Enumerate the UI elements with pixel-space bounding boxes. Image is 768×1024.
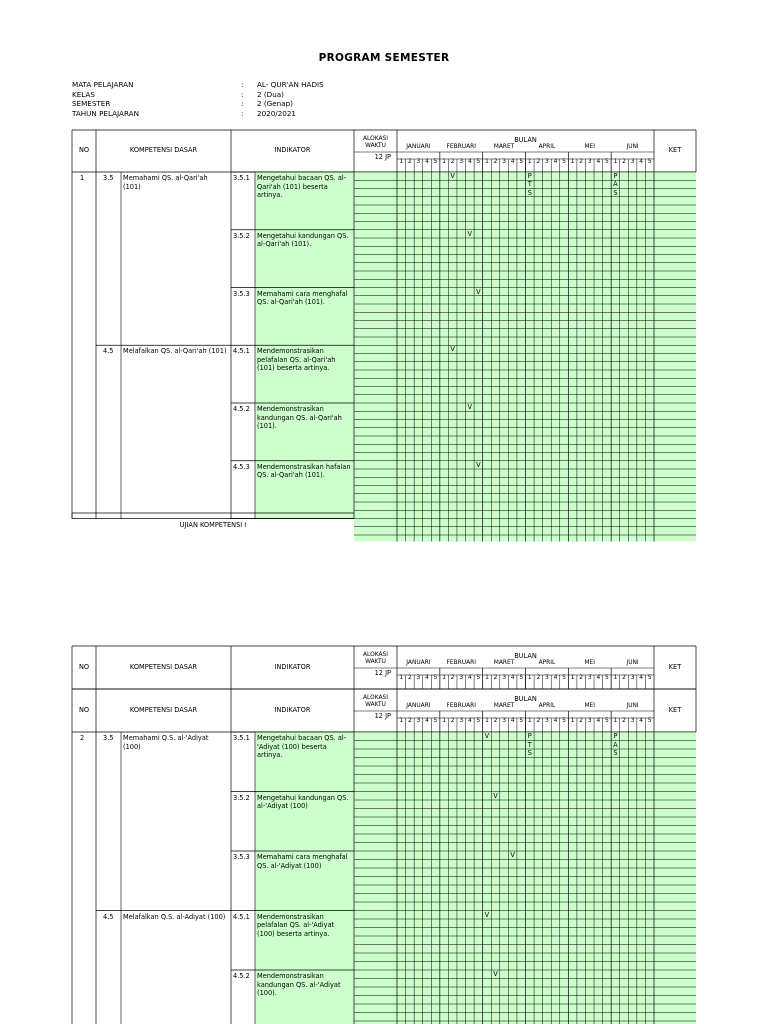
header-kd-2a: KOMPETENSI DASAR <box>129 662 198 671</box>
week-label-1: 5 <box>519 159 524 165</box>
week-label-1: 3 <box>587 159 592 165</box>
week-label-1: 4 <box>467 159 472 165</box>
week-label-2b: 3 <box>459 718 464 724</box>
header-ket-2a: KET <box>668 662 682 671</box>
week-label-2a: 5 <box>519 675 524 681</box>
month-label-juni-2a: JUNI <box>626 660 639 666</box>
month-label-juni-1: JUNI <box>626 144 639 150</box>
month-label-juni-2b: JUNI <box>626 703 639 709</box>
week-label-2b: 2 <box>536 718 541 724</box>
schedule-mark-1-5: V <box>476 460 481 469</box>
week-label-2a: 5 <box>647 675 652 681</box>
week-label-1: 4 <box>425 159 429 165</box>
week-label-2b: 5 <box>562 718 566 724</box>
week-label-2a: 1 <box>570 675 575 681</box>
schedule-mark-1-3: V <box>450 345 455 354</box>
week-label-2a: 3 <box>545 675 549 681</box>
header-kd-2b: KOMPETENSI DASAR <box>129 705 198 714</box>
week-label-1: 4 <box>553 159 558 165</box>
kd-code-2-0: 3.5 <box>103 734 114 742</box>
week-label-2b: 1 <box>399 718 404 724</box>
week-label-1: 1 <box>570 159 575 165</box>
week-label-2b: 3 <box>587 718 592 724</box>
header-no-2a: NO <box>78 662 90 671</box>
week-label-2a: 1 <box>399 675 404 681</box>
kd-text-1-1: Melafalkan QS. al-Qari'ah (101) <box>123 347 227 356</box>
week-label-2a: 2 <box>450 675 455 681</box>
header-bulan-2b: BULAN <box>514 695 537 703</box>
week-label-2a: 2 <box>493 675 498 681</box>
week-label-2b: 2 <box>407 718 412 724</box>
header-indikator-2a: INDIKATOR <box>274 662 311 671</box>
week-label-2b: 4 <box>425 718 429 724</box>
schedule-mark-1-1: V <box>467 229 473 238</box>
schedule-mark-1-4: V <box>467 403 473 411</box>
header-jp-1: 12 JP <box>374 152 391 161</box>
week-label-1: 4 <box>510 159 515 165</box>
week-label-2a: 1 <box>613 675 618 681</box>
week-label-2a: 3 <box>587 675 592 681</box>
pas-letter-1-0: P <box>613 172 618 180</box>
week-label-2b: 4 <box>553 718 558 724</box>
week-label-1: 3 <box>545 159 549 165</box>
indicator-text-1-0: Mengetahui bacaan QS. al-Qari'ah (101) beserta artinya. <box>257 174 347 199</box>
kd-text-1-0: Memahami QS. al-Qari'ah (101) <box>123 174 208 191</box>
week-label-1: 3 <box>502 159 506 165</box>
week-label-2a: 4 <box>467 675 472 681</box>
header-bulan-2a: BULAN <box>514 652 537 660</box>
week-label-1: 2 <box>407 159 412 165</box>
month-label-april-1: APRIL <box>538 144 556 150</box>
week-label-2b: 5 <box>476 718 481 724</box>
week-label-1: 2 <box>536 159 541 165</box>
month-label-februari-2b: FEBRUARI <box>446 703 476 709</box>
week-label-1: 5 <box>476 159 481 165</box>
header-ket-1: KET <box>668 146 682 154</box>
week-label-2b: 4 <box>467 718 472 724</box>
indicator-code-2-3: 4.5.1 <box>233 912 250 921</box>
header-no-2b: NO <box>78 705 90 714</box>
indicator-text-1-3: Mendemonstrasikan pelafalan QS. al-Qari'ah (101) beserta artinya. <box>257 347 336 373</box>
header-bulan-1: BULAN <box>514 136 537 144</box>
week-label-1: 1 <box>613 159 618 165</box>
month-label-mei-1: MEI <box>584 144 596 150</box>
week-label-1: 4 <box>596 159 601 165</box>
indicator-text-1-1: Mengetahui kandungan QS. al-Qari'ah (101). <box>257 231 349 249</box>
week-label-2a: 3 <box>630 675 635 681</box>
indicator-code-2-1: 3.5.2 <box>233 793 250 802</box>
week-label-1: 4 <box>639 159 644 165</box>
month-label-maret-1: MARET <box>493 144 515 150</box>
kd-text-2-1: Melafalkan Q.S. al-Adiyat (100) <box>123 912 226 921</box>
pts-letter-2-0: P <box>527 732 532 740</box>
month-label-januari-2a: JANUARI <box>406 660 431 666</box>
pts-letter-1-0: P <box>527 172 532 180</box>
week-label-2a: 3 <box>416 675 421 681</box>
week-label-2b: 1 <box>527 718 532 724</box>
week-label-2a: 1 <box>527 675 532 681</box>
month-label-februari-2a: FEBRUARI <box>446 660 476 666</box>
row-no-2: 2 <box>80 734 85 742</box>
week-label-1: 3 <box>416 159 421 165</box>
indicator-text-2-4: Mendemonstrasikan kandungan QS. al-'Adiyat (100). <box>257 972 341 997</box>
week-label-2a: 2 <box>536 675 541 681</box>
indicator-text-2-1: Mengetahui kandungan QS. al-'Adiyat (100) <box>257 793 349 810</box>
week-label-2b: 2 <box>622 718 626 724</box>
meta-row-year: TAHUN PELAJARAN : 2020/2021 <box>72 109 297 119</box>
week-label-2b: 4 <box>639 718 644 724</box>
header-alokasi-2b: ALOKASI WAKTU <box>362 695 388 708</box>
week-label-2b: 2 <box>450 718 455 724</box>
page-title: PROGRAM SEMESTER <box>318 52 450 64</box>
indicator-code-2-0: 3.5.1 <box>233 734 250 742</box>
week-label-2b: 3 <box>545 718 549 724</box>
schedule-mark-2-2: V <box>510 851 515 859</box>
week-label-2a: 2 <box>407 675 412 681</box>
week-label-2b: 3 <box>416 718 421 724</box>
month-label-mei-2b: MEI <box>584 703 596 709</box>
month-label-maret-2a: MARET <box>493 660 515 666</box>
month-label-mei-2a: MEI <box>584 660 596 666</box>
month-label-april-2b: APRIL <box>538 703 556 709</box>
indicator-code-1-4: 4.5.2 <box>233 405 250 413</box>
ujian-label: UJIAN KOMPETENSI I <box>179 520 247 529</box>
week-label-2b: 1 <box>570 718 575 724</box>
week-label-1: 2 <box>493 159 498 165</box>
week-label-2b: 2 <box>493 718 498 724</box>
meta-row-subject: MATA PELAJARAN : AL- QUR'AN HADIS <box>72 80 324 89</box>
week-label-2a: 4 <box>510 675 515 681</box>
schedule-mark-2-0: V <box>484 732 490 740</box>
indicator-code-1-5: 4.5.3 <box>233 462 250 471</box>
kd-code-2-1: 4.5 <box>103 912 114 921</box>
indicator-code-2-2: 3.5.3 <box>233 853 250 861</box>
week-label-1: 5 <box>605 159 609 165</box>
week-label-1: 5 <box>562 159 566 165</box>
header-no-1: NO <box>78 146 90 154</box>
week-label-2b: 4 <box>596 718 601 724</box>
week-label-2b: 3 <box>630 718 635 724</box>
indicator-code-1-3: 4.5.1 <box>233 347 250 356</box>
week-label-1: 1 <box>485 159 489 165</box>
week-label-2a: 5 <box>476 675 481 681</box>
week-label-2b: 3 <box>502 718 506 724</box>
week-label-1: 1 <box>399 159 404 165</box>
indicator-text-1-2: Memahami cara menghafal QS. al-Qari'ah (101). <box>257 289 348 306</box>
indicator-code-1-1: 3.5.2 <box>233 231 250 240</box>
week-label-2a: 4 <box>596 675 601 681</box>
week-label-2b: 5 <box>519 718 524 724</box>
kd-code-1-1: 4.5 <box>103 347 114 356</box>
pas-letter-1-1: A <box>613 180 618 189</box>
indicator-code-2-4: 4.5.2 <box>233 972 250 980</box>
kd-text-2-0: Memahami Q.S. al-'Adiyat (100) <box>123 734 209 751</box>
month-label-februari-1: FEBRUARI <box>446 144 476 150</box>
header-ket-2b: KET <box>668 705 682 714</box>
week-label-2b: 1 <box>485 718 489 724</box>
week-label-2b: 2 <box>579 718 584 724</box>
week-label-2a: 5 <box>562 675 566 681</box>
week-label-2a: 2 <box>579 675 584 681</box>
row-no-1: 1 <box>80 174 85 182</box>
indicator-text-2-3: Mendemonstrasikan pelafalan QS. al-'Adiyat (100) beserta artinya. <box>257 912 335 938</box>
week-label-2a: 5 <box>605 675 609 681</box>
week-label-1: 3 <box>459 159 464 165</box>
week-label-2a: 1 <box>485 675 489 681</box>
header-alokasi-1: ALOKASI WAKTU <box>362 136 388 149</box>
week-label-2b: 5 <box>433 718 438 724</box>
pts-letter-2-1: T <box>527 740 532 749</box>
green-fill-1 <box>354 172 696 542</box>
indicator-text-2-2: Memahami cara menghafal QS. al-'Adiyat (100) <box>257 853 348 870</box>
pas-letter-2-2: S <box>613 749 618 757</box>
header-jp-2b: 12 JP <box>374 711 391 720</box>
week-label-2a: 5 <box>433 675 438 681</box>
week-label-1: 1 <box>527 159 532 165</box>
week-label-2a: 2 <box>622 675 626 681</box>
week-label-1: 1 <box>442 159 446 165</box>
week-label-2a: 4 <box>553 675 558 681</box>
pts-letter-1-1: T <box>527 180 532 189</box>
week-label-2a: 4 <box>425 675 429 681</box>
indicator-text-1-4: Mendemonstrasikan kandungan QS. al-Qari'ah (101). <box>257 405 342 430</box>
indicator-code-1-2: 3.5.3 <box>233 289 250 298</box>
month-label-januari-2b: JANUARI <box>406 703 431 709</box>
header-indikator-1: INDIKATOR <box>274 146 311 154</box>
week-label-1: 3 <box>630 159 635 165</box>
schedule-mark-1-0: V <box>450 172 455 180</box>
week-label-1: 2 <box>579 159 584 165</box>
header-kd-1: KOMPETENSI DASAR <box>129 146 198 154</box>
pas-letter-2-1: A <box>613 740 618 749</box>
week-label-2a: 4 <box>639 675 644 681</box>
week-label-2a: 3 <box>502 675 506 681</box>
week-label-2a: 1 <box>442 675 446 681</box>
meta-row-class: KELAS : 2 (Dua) <box>72 89 284 99</box>
week-label-1: 5 <box>647 159 652 165</box>
schedule-mark-2-4: V <box>493 970 498 978</box>
week-label-1: 2 <box>450 159 455 165</box>
green-fill-2 <box>354 732 696 1024</box>
pts-letter-1-2: S <box>527 188 532 197</box>
indicator-text-2-0: Mengetahui bacaan QS. al-'Adiyat (100) beserta artinya. <box>257 734 347 759</box>
header-jp-2a: 12 JP <box>374 668 391 677</box>
week-label-1: 5 <box>433 159 438 165</box>
pts-letter-2-2: S <box>527 749 532 757</box>
week-label-2b: 4 <box>510 718 515 724</box>
kd-code-1-0: 3.5 <box>103 174 114 182</box>
header-alokasi-2a: ALOKASI WAKTU <box>362 652 388 665</box>
header-indikator-2b: INDIKATOR <box>274 705 311 714</box>
week-label-1: 2 <box>622 159 626 165</box>
week-label-2b: 5 <box>605 718 609 724</box>
indicator-text-1-5: Mendemonstrasikan hafalan QS. al-Qari'ah (101). <box>257 462 351 480</box>
pas-letter-1-2: S <box>613 188 618 197</box>
week-label-2b: 1 <box>442 718 446 724</box>
month-label-januari-1: JANUARI <box>406 144 431 150</box>
schedule-mark-1-2: V <box>476 287 481 296</box>
month-label-maret-2b: MARET <box>493 703 515 709</box>
week-label-2b: 5 <box>647 718 652 724</box>
meta-row-semester: SEMESTER : 2 (Genap) <box>72 99 293 109</box>
schedule-mark-2-3: V <box>484 910 490 919</box>
schedule-mark-2-1: V <box>493 791 498 800</box>
week-label-2b: 1 <box>613 718 618 724</box>
indicator-code-1-0: 3.5.1 <box>233 174 250 182</box>
week-label-2a: 3 <box>459 675 464 681</box>
pas-letter-2-0: P <box>613 732 618 740</box>
month-label-april-2a: APRIL <box>538 660 556 666</box>
